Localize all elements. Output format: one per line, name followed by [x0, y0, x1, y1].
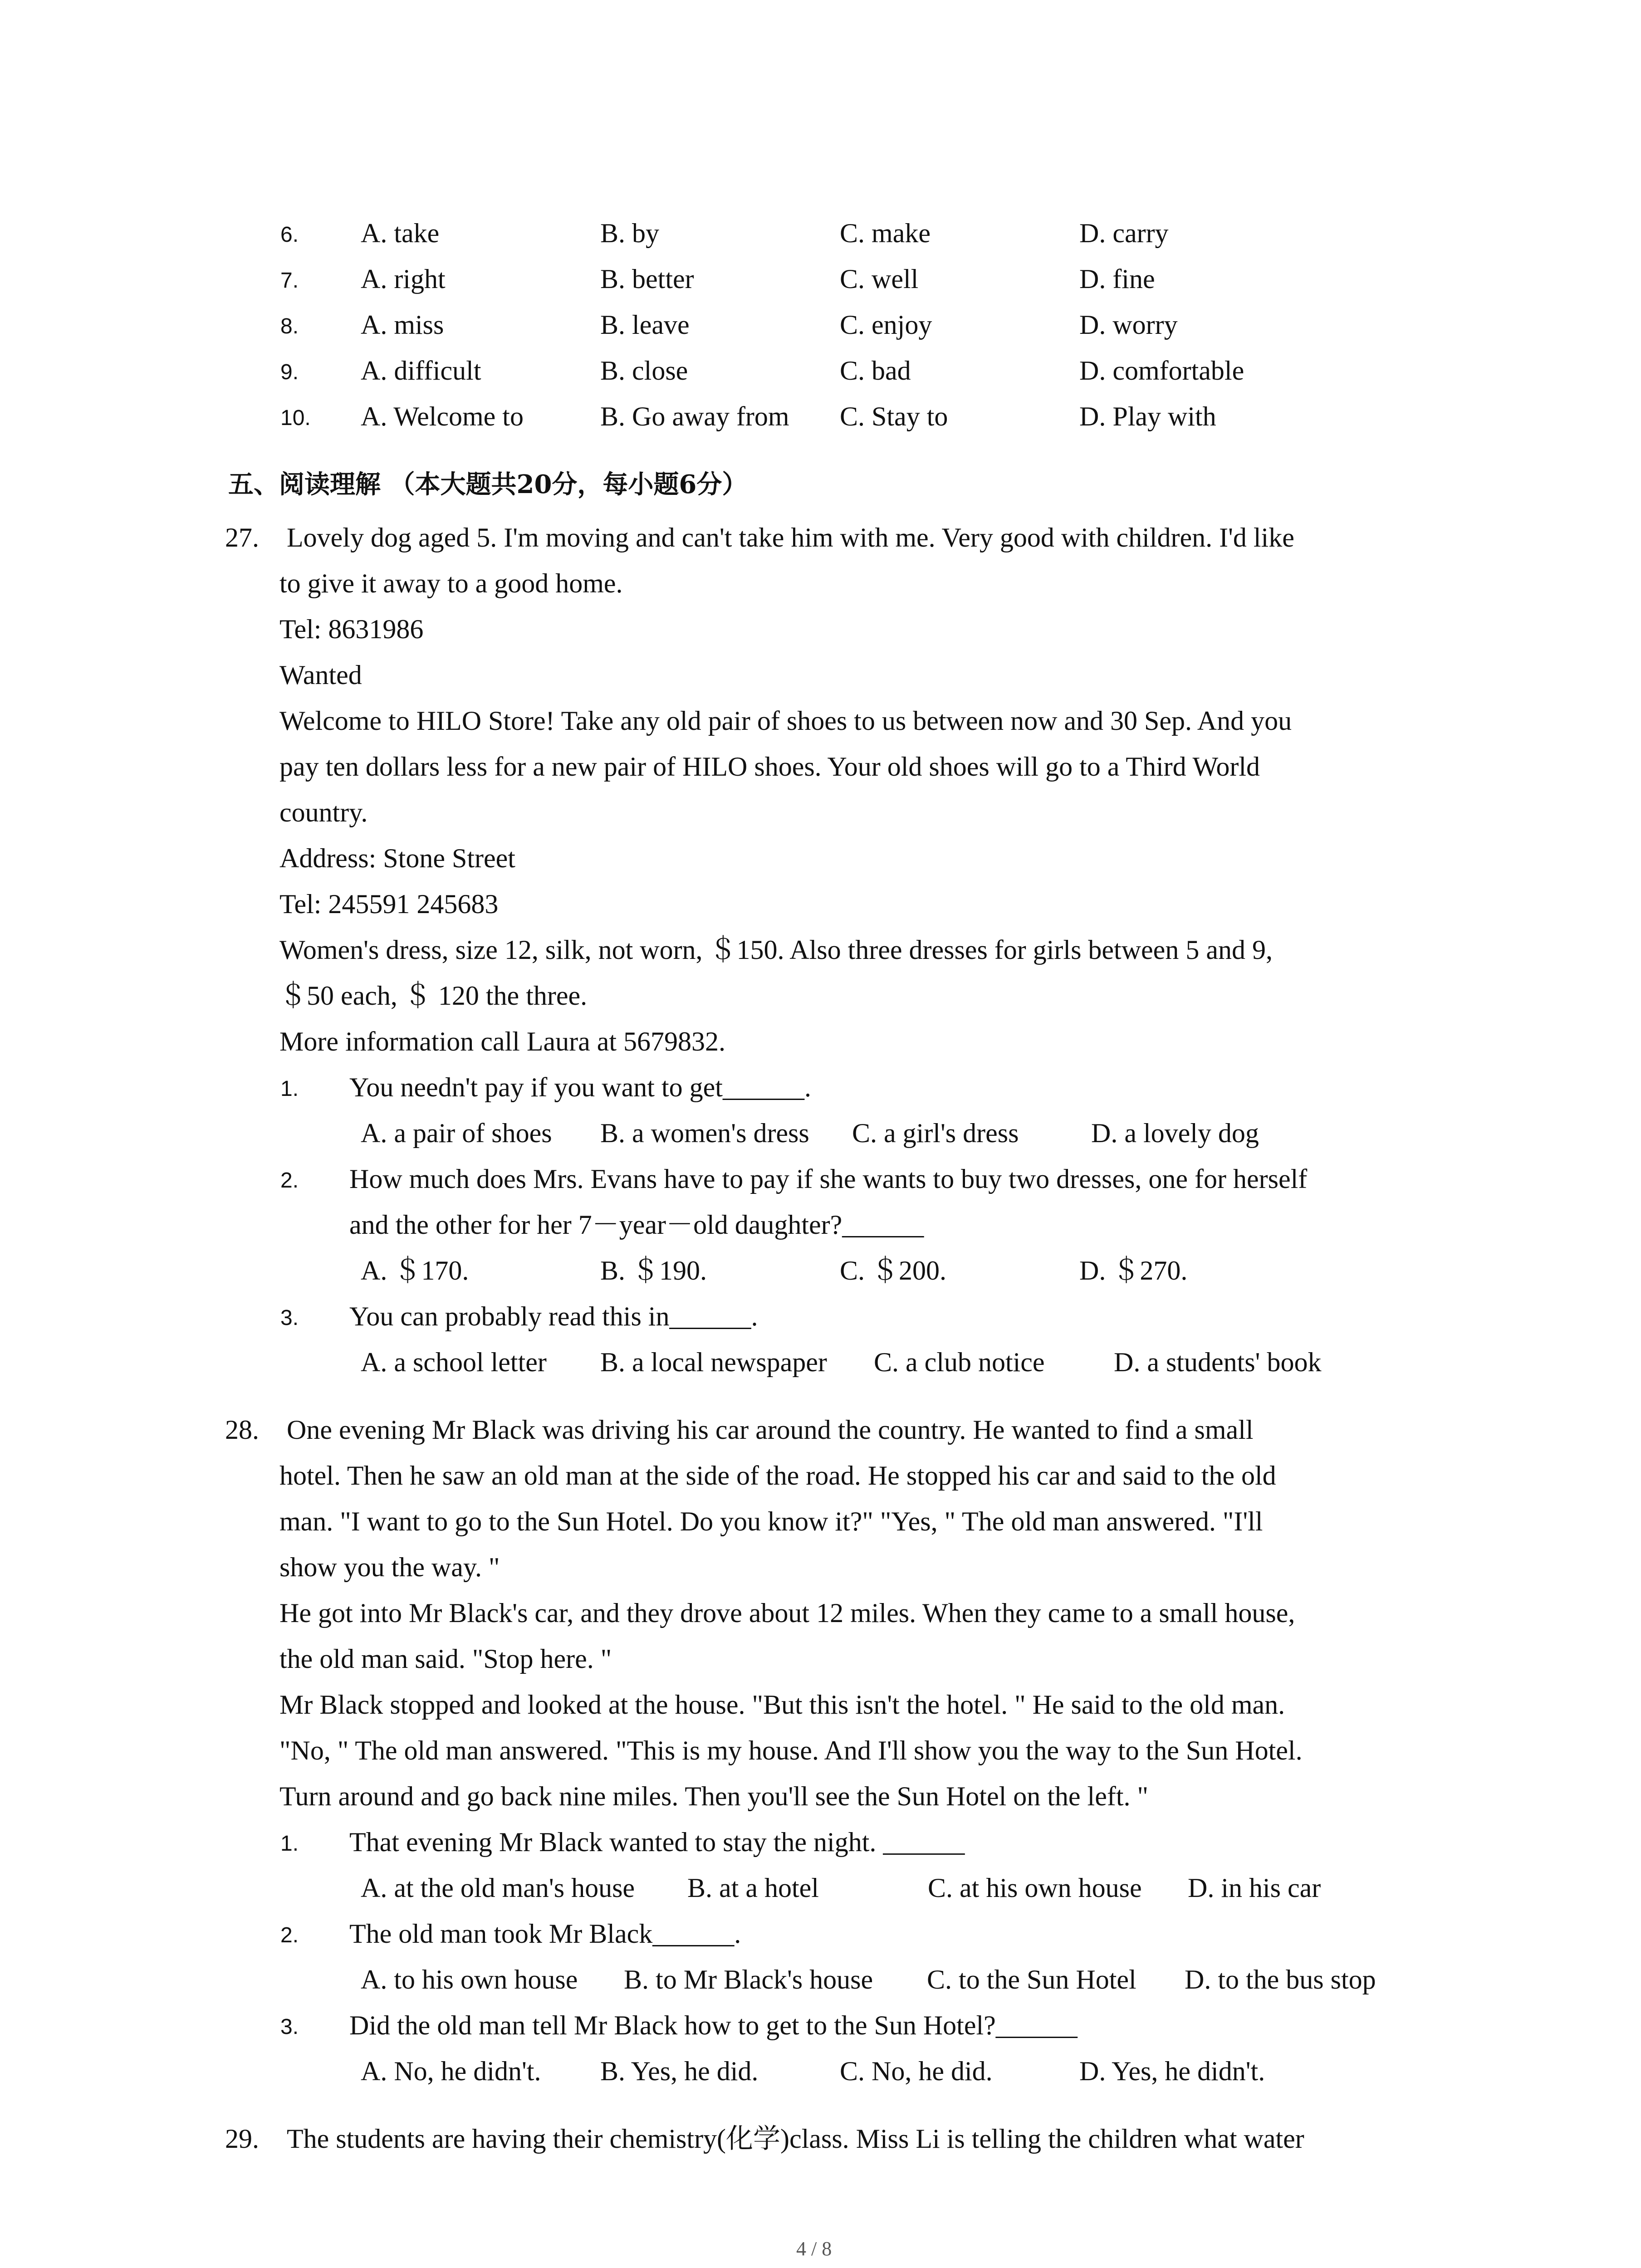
option-b: B. a women's dress [600, 1118, 809, 1148]
option-a: A. Welcome to [361, 401, 524, 431]
sub-question-number: 1. [280, 1077, 299, 1101]
passage-line: to give it away to a good home. [279, 568, 623, 598]
sub-question-number: 3. [280, 1306, 299, 1330]
page-number: 4 / 8 [796, 2238, 832, 2260]
option-c: C. Stay to [840, 401, 948, 431]
passage-line: Women's dress, size 12, silk, not worn, ＄150. Also three dresses for girls between 5 and 9, [279, 935, 1273, 965]
passage-line: The students are having their chemistry(化学)class. Miss Li is telling the children what water [287, 2124, 1304, 2154]
passage-line: country. [279, 797, 368, 827]
option-d: D. ＄270. [1079, 1256, 1188, 1286]
sub-question-text: You can probably read this in______. [349, 1301, 758, 1331]
option-a: A. to his own house [361, 1965, 578, 1994]
sub-question-number: 2. [280, 1923, 299, 1947]
sub-question-text: That evening Mr Black wanted to stay the night. ______ [349, 1827, 965, 1857]
option-c: C. enjoy [840, 310, 932, 340]
passage-line: the old man said. "Stop here. " [279, 1644, 612, 1674]
passage-line: Lovely dog aged 5. I'm moving and can't take him with me. Very good with children. I'd like [287, 523, 1294, 552]
option-b: B. to Mr Black's house [624, 1965, 873, 1994]
option-b: B. a local newspaper [600, 1347, 827, 1377]
option-d: D. in his car [1188, 1873, 1321, 1903]
sub-question-number: 3. [280, 2015, 299, 2039]
option-row-number: 7. [280, 269, 299, 293]
option-c: C. to the Sun Hotel [927, 1965, 1136, 1994]
sub-question-text: Did the old man tell Mr Black how to get to the Sun Hotel?______ [349, 2010, 1078, 2040]
option-d: D. comfortable [1079, 356, 1244, 386]
passage-line: Welcome to HILO Store! Take any old pair of shoes to us between now and 30 Sep. And you [279, 706, 1292, 736]
question-number: 28. [225, 1415, 259, 1445]
option-row-number: 9. [280, 360, 299, 384]
passage-line: One evening Mr Black was driving his car around the country. He wanted to find a small [287, 1415, 1254, 1445]
option-a: A. right [361, 264, 446, 294]
passage-line: hotel. Then he saw an old man at the side of the road. He stopped his car and said to the old [279, 1461, 1276, 1491]
sub-question-text: How much does Mrs. Evans have to pay if she wants to buy two dresses, one for herself [349, 1164, 1308, 1194]
option-a: A. miss [361, 310, 444, 340]
option-c: C. bad [840, 356, 911, 386]
option-d: D. Play with [1079, 401, 1216, 431]
option-a: A. difficult [361, 356, 481, 386]
section-heading: 五、阅读理解 （本大题共20分，每小题6分） [228, 469, 748, 499]
option-a: A. take [361, 218, 440, 248]
sub-question-text: and the other for her 7－year－old daughter?______ [349, 1210, 924, 1240]
option-row-number: 8. [280, 314, 299, 338]
option-b: B. close [600, 356, 688, 386]
option-d: D. carry [1079, 218, 1169, 248]
option-b: B. leave [600, 310, 690, 340]
passage-line: Tel: 8631986 [279, 614, 424, 644]
option-c: C. well [840, 264, 919, 294]
passage-line: Address: Stone Street [279, 843, 515, 873]
option-row-number: 6. [280, 223, 299, 247]
sub-question-number: 1. [280, 1832, 299, 1856]
option-d: D. Yes, he didn't. [1079, 2056, 1265, 2086]
passage-line: Tel: 245591 245683 [279, 889, 499, 919]
option-d: D. worry [1079, 310, 1178, 340]
option-a: A. at the old man's house [361, 1873, 635, 1903]
option-b: B. Go away from [600, 401, 789, 431]
option-d: D. a students' book [1114, 1347, 1322, 1377]
passage-line: pay ten dollars less for a new pair of HILO shoes. Your old shoes will go to a Third World [279, 752, 1260, 782]
option-b: B. Yes, he did. [600, 2056, 759, 2086]
option-b: B. better [600, 264, 694, 294]
sub-question-text: You needn't pay if you want to get______. [349, 1072, 811, 1102]
option-c: C. No, he did. [840, 2056, 993, 2086]
question-number: 29. [225, 2124, 259, 2154]
passage-line: Turn around and go back nine miles. Then you'll see the Sun Hotel on the left. " [279, 1781, 1148, 1811]
option-c: C. a girl's dress [852, 1118, 1019, 1148]
option-c: C. ＄200. [840, 1256, 947, 1286]
option-d: D. fine [1079, 264, 1155, 294]
passage-line: More information call Laura at 5679832. [279, 1026, 726, 1056]
sub-question-text: The old man took Mr Black______. [349, 1919, 741, 1949]
option-b: B. by [600, 218, 660, 248]
option-d: D. a lovely dog [1091, 1118, 1259, 1148]
option-b: B. ＄190. [600, 1256, 707, 1286]
sub-question-number: 2. [280, 1168, 299, 1193]
option-a: A. No, he didn't. [361, 2056, 541, 2086]
option-b: B. at a hotel [687, 1873, 819, 1903]
passage-line: man. "I want to go to the Sun Hotel. Do you know it?" "Yes, " The old man answered. "I'll [279, 1506, 1263, 1536]
passage-line: He got into Mr Black's car, and they drove about 12 miles. When they came to a small house, [279, 1598, 1295, 1628]
option-row-number: 10. [280, 406, 311, 430]
option-c: C. a club notice [874, 1347, 1045, 1377]
option-c: C. make [840, 218, 931, 248]
option-a: A. ＄170. [361, 1256, 469, 1286]
passage-line: show you the way. " [279, 1552, 500, 1582]
passage-line: "No, " The old man answered. "This is my house. And I'll show you the way to the Sun Hotel. [279, 1735, 1303, 1765]
option-a: A. a pair of shoes [361, 1118, 552, 1148]
passage-line: ＄50 each, ＄ 120 the three. [279, 981, 588, 1011]
option-c: C. at his own house [928, 1873, 1142, 1903]
passage-line: Mr Black stopped and looked at the house. "But this isn't the hotel. " He said to the old man. [279, 1690, 1285, 1720]
option-d: D. to the bus stop [1185, 1965, 1376, 1994]
option-a: A. a school letter [361, 1347, 547, 1377]
question-number: 27. [225, 523, 259, 552]
passage-line: Wanted [279, 660, 362, 690]
